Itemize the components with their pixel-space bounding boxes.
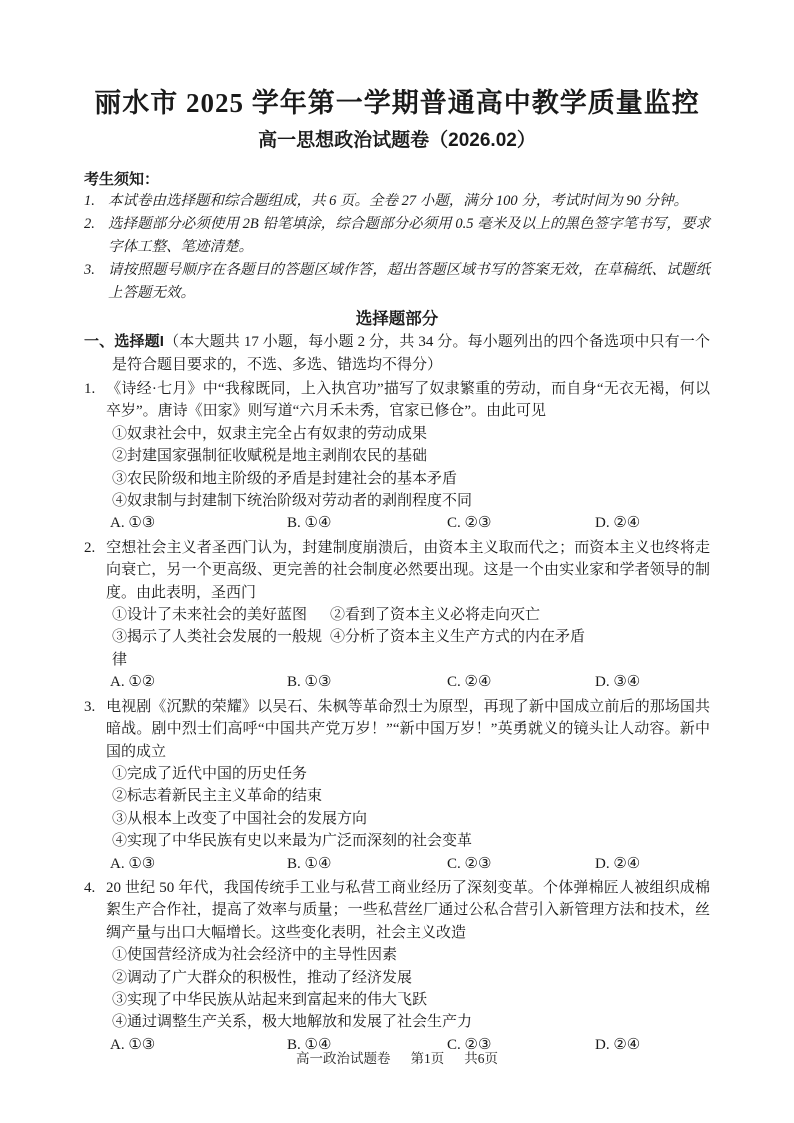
choice-c: C. ②③ (447, 1036, 492, 1053)
notice-item (84, 213, 710, 259)
sub-option: ①使国营经济成为社会经济中的主导性因素 (112, 947, 398, 964)
question-stem (84, 877, 710, 944)
question-1 (84, 378, 710, 535)
footer-page-number: 第1页 (410, 1051, 445, 1066)
sub-option: ④实现了中华民族有史以来最为广泛而深刻的社会变革 (112, 833, 473, 850)
sub-option: ④通过调整生产关系，极大地解放和发展了社会生产力 (112, 1014, 473, 1031)
question-stem-text: 20 世纪 50 年代，我国传统手工业与私营工商业经历了深刻变革。个体弹棉匠人被组织成棉絮生产合作社，提高了效率与质量；一些私营丝厂通过公私合营引入新管理方法和技术，丝绸产量与出口大幅增长。这些变化表明，社会主义改造 (106, 879, 710, 941)
sub-option: ②看到了资本主义必将走向灭亡 (330, 607, 541, 624)
question-sub-options (84, 763, 710, 853)
choice-a: A. ①③ (110, 855, 156, 872)
page-subtitle: 高一思想政治试题卷（2026.02） (258, 130, 536, 151)
sub-option: ②标志着新民主主义革命的结束 (112, 788, 323, 805)
sub-option: ④分析了资本主义生产方式的内在矛盾 (330, 629, 586, 646)
page-footer (0, 1050, 794, 1068)
footer-doc-name: 高一政治试题卷 (296, 1051, 391, 1066)
sub-option: ①设计了未来社会的美好蓝图 (112, 607, 308, 624)
notice-item-number: 2. (84, 216, 95, 232)
question-sub-options (84, 604, 710, 671)
question-number: 2. (84, 539, 96, 556)
section-label: 一、选择题I (84, 333, 164, 350)
notice-item-text: 选择题部分必须使用 2B 铅笔填涂，综合题部分必须用 0.5 毫米及以上的黑色签字笔书写，要求字体工整、笔迹清楚。 (108, 216, 710, 255)
notice-item (84, 190, 710, 213)
choice-row (84, 671, 710, 693)
sub-option: ③实现了中华民族从站起来到富起来的伟大飞跃 (112, 991, 428, 1008)
choice-b: B. ①④ (287, 855, 332, 872)
question-2 (84, 537, 710, 694)
question-stem-text: 电视剧《沉默的荣耀》以吴石、朱枫等革命烈士为原型，再现了新中国成立前后的那场国共暗战。剧中烈士们高呼“中国共产党万岁！”“新中国万岁！”英勇就义的镜头让人动容。新中国的成立 (106, 698, 710, 760)
choice-d: D. ②④ (595, 515, 641, 532)
question-stem-text: 空想社会主义者圣西门认为，封建制度崩溃后，由资本主义取而代之；而资本主义也终将走向衰亡，另一个更高级、更完善的社会制度必然要出现。这是一个由实业家和学者领导的制度。由此表明，圣西门 (106, 539, 710, 601)
page-title: 丽水市 2025 学年第一学期普通高中教学质量监控 (94, 88, 700, 118)
choice-d: D. ②④ (595, 855, 641, 872)
choice-c: C. ②③ (447, 515, 492, 532)
notice-item-number: 3. (84, 262, 95, 278)
notice-item-text: 请按照题号顺序在各题目的答题区域作答，超出答题区域书写的答案无效，在草稿纸、试题纸上答题无效。 (108, 262, 710, 301)
question-3 (84, 696, 710, 875)
section-heading (84, 331, 710, 376)
question-stem (84, 378, 710, 423)
notice-item-number: 1. (84, 193, 95, 209)
question-sub-options (84, 944, 710, 1034)
question-number: 3. (84, 698, 96, 715)
choice-a: A. ①③ (110, 515, 156, 532)
choice-c: C. ②③ (447, 855, 492, 872)
question-number: 1. (84, 381, 96, 397)
choice-d: D. ②④ (595, 1036, 641, 1053)
notice-section (84, 169, 710, 305)
question-4 (84, 877, 710, 1056)
sub-option: ①完成了近代中国的历史任务 (112, 765, 308, 782)
choice-b: B. ①④ (287, 1036, 332, 1053)
choice-d: D. ③④ (595, 674, 641, 691)
sub-option: ②封建国家强制征收赋税是地主剥削农民的基础 (112, 448, 428, 465)
sub-option: ④奴隶制与封建制下统治阶级对劳动者的剥削程度不同 (112, 493, 473, 510)
question-stem-text: 《诗经·七月》中“我稼既同，上入执宫功”描写了奴隶繁重的劳动，而自身“无衣无褐，何以卒岁”。唐诗《田家》则写道“六月禾未秀，官家已修仓”。由此可见 (106, 381, 710, 420)
choice-b: B. ①④ (287, 515, 332, 532)
choice-row (84, 853, 710, 875)
choice-a: A. ①② (110, 674, 156, 691)
choice-b: B. ①③ (287, 674, 332, 691)
question-number: 4. (84, 879, 96, 896)
part-heading: 选择题部分 (355, 310, 439, 328)
sub-option: ③从根本上改变了中国社会的发展方向 (112, 810, 368, 827)
sub-option: ②调动了广大群众的积极性，推动了经济发展 (112, 969, 413, 986)
sub-option: ①奴隶社会中，奴隶主完全占有奴隶的劳动成果 (112, 425, 428, 442)
sub-option: ③农民阶级和地主阶级的矛盾是封建社会的基本矛盾 (112, 470, 458, 487)
question-stem (84, 537, 710, 604)
sub-option: ③揭示了人类社会发展的一般规律 (112, 629, 323, 668)
notice-heading: 考生须知： (84, 171, 160, 188)
choice-a: A. ①③ (110, 1036, 156, 1053)
section-description: （本大题共 17 小题，每小题 2 分，共 34 分。每小题列出的四个备选项中只有一个是符合题目要求的，不选、多选、错选均不得分） (112, 334, 710, 373)
question-stem (84, 696, 710, 763)
footer-page-total: 共6页 (464, 1051, 498, 1066)
choice-row (84, 512, 710, 534)
choice-c: C. ②④ (447, 674, 492, 691)
notice-item (84, 259, 710, 305)
notice-item-text: 本试卷由选择题和综合题组成，共 6 页。全卷 27 小题，满分 100 分，考试时间为 90 分钟。 (108, 193, 688, 209)
question-sub-options (84, 423, 710, 513)
